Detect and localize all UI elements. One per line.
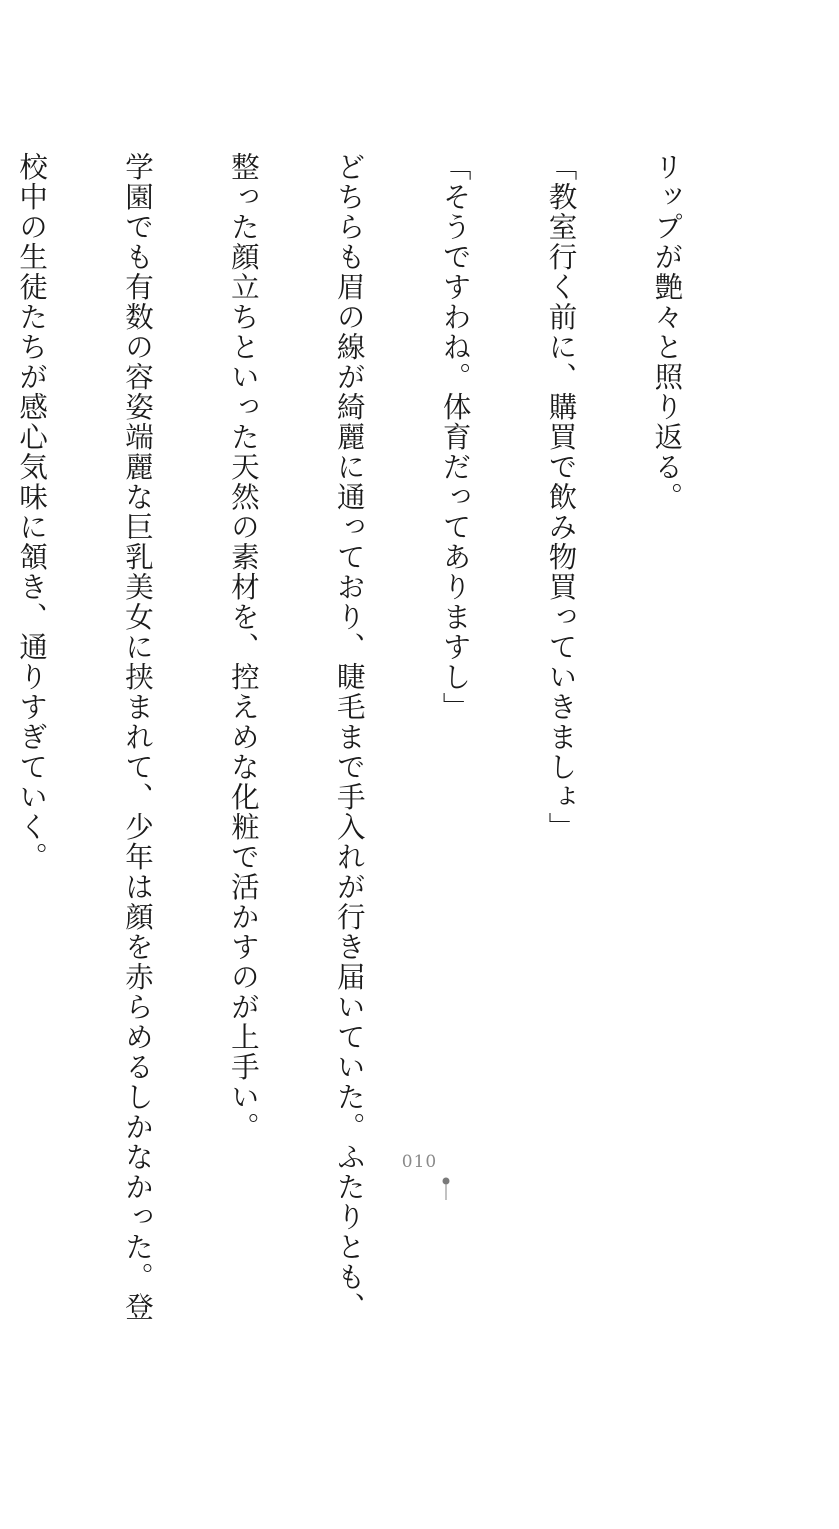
text-line: 校中の生徒たちが感心気味に頷き、通りすぎていく。 <box>15 152 49 872</box>
page-number: 010 <box>401 1152 438 1172</box>
bookmark-marker-icon <box>440 1176 452 1200</box>
text-line: リップが艶々と照り返る。 <box>650 152 684 512</box>
text-line: 「教室行く前に、購買で飲み物買っていきましょ」 <box>544 152 578 842</box>
text-line: どちらも眉の線が綺麗に通っており、睫毛まで手入れが行き届いていた。ふたりとも、 <box>332 152 366 1322</box>
text-line: 「そうですわね。体育だってありますし」 <box>438 152 472 722</box>
text-line: 整った顔立ちといった天然の素材を、控えめな化粧で活かすのが上手い。 <box>226 152 260 1142</box>
text-line: 学園でも有数の容姿端麗な巨乳美女に挟まれて、少年は顔を赤らめるしかなかった。登 <box>120 152 154 1322</box>
